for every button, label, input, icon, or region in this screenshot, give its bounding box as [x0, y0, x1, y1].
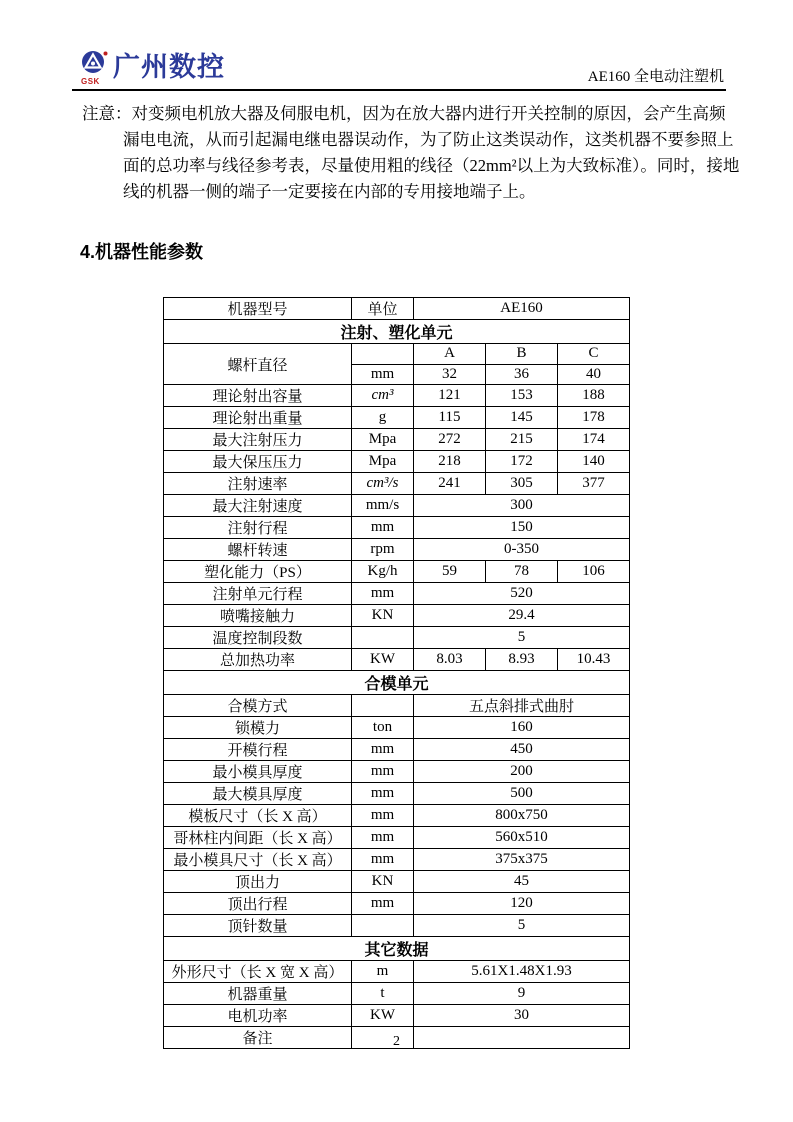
param-label-cell: 备注 — [164, 1027, 352, 1049]
value-cell: 78 — [486, 561, 558, 583]
unit-cell — [352, 695, 414, 717]
unit-cell: t — [352, 983, 414, 1005]
table-row — [164, 473, 630, 495]
value-cell: 800x750 — [414, 805, 630, 827]
table-row — [164, 915, 630, 937]
table-row — [164, 983, 630, 1005]
param-label-cell: 总加热功率 — [164, 649, 352, 671]
value-cell: AE160 — [414, 298, 630, 320]
unit-cell: KN — [352, 605, 414, 627]
table-row — [164, 539, 630, 561]
param-label-cell: 螺杆转速 — [164, 539, 352, 561]
gsk-logo-icon — [80, 48, 110, 86]
unit-cell: mm — [352, 739, 414, 761]
notice-line: 线的机器一侧的端子一定要接在内部的专用接地端子上。 — [123, 182, 536, 201]
value-cell: 5 — [414, 627, 630, 649]
table-row — [164, 344, 630, 365]
param-label-cell: 塑化能力（PS） — [164, 561, 352, 583]
param-label-cell: 合模方式 — [164, 695, 352, 717]
value-cell: 375x375 — [414, 849, 630, 871]
value-cell: 9 — [414, 983, 630, 1005]
page-number: 2 — [393, 1034, 400, 1049]
table-row — [164, 761, 630, 783]
table-row — [164, 783, 630, 805]
value-cell: 32 — [414, 364, 486, 385]
param-label-cell: 注射单元行程 — [164, 583, 352, 605]
value-cell: 200 — [414, 761, 630, 783]
value-cell: 160 — [414, 717, 630, 739]
table-row — [164, 717, 630, 739]
value-cell: 241 — [414, 473, 486, 495]
unit-cell: Kg/h — [352, 561, 414, 583]
value-cell: 36 — [486, 364, 558, 385]
table-row — [164, 407, 630, 429]
unit-cell: mm — [352, 761, 414, 783]
param-label-cell: 机器重量 — [164, 983, 352, 1005]
value-cell: 121 — [414, 385, 486, 407]
value-cell: 59 — [414, 561, 486, 583]
unit-cell: m — [352, 961, 414, 983]
value-cell: 5.61X1.48X1.93 — [414, 961, 630, 983]
unit-cell: cm³ — [352, 385, 414, 407]
value-cell: 115 — [414, 407, 486, 429]
value-cell: 5 — [414, 915, 630, 937]
table-row — [164, 605, 630, 627]
value-cell: 29.4 — [414, 605, 630, 627]
section-title: 4.机器性能参数 — [80, 242, 204, 262]
value-cell: 500 — [414, 783, 630, 805]
table-row — [164, 671, 630, 695]
unit-cell: mm — [352, 805, 414, 827]
gsk-logo-sub-text: GSK — [81, 77, 100, 86]
param-label-cell: 最大保压压力 — [164, 451, 352, 473]
value-cell: 305 — [486, 473, 558, 495]
value-cell: 106 — [558, 561, 630, 583]
value-cell: 145 — [486, 407, 558, 429]
param-label-cell: 理论射出重量 — [164, 407, 352, 429]
unit-cell — [352, 915, 414, 937]
value-cell: 45 — [414, 871, 630, 893]
value-cell: 450 — [414, 739, 630, 761]
table-row — [164, 298, 630, 320]
value-cell: 140 — [558, 451, 630, 473]
section-header-cell: 合模单元 — [164, 671, 630, 695]
value-cell: 153 — [486, 385, 558, 407]
param-label-cell: 外形尺寸（长 X 宽 X 高） — [164, 961, 352, 983]
value-cell: 五点斜排式曲肘 — [414, 695, 630, 717]
column-header-cell: C — [558, 344, 630, 365]
unit-cell: cm³/s — [352, 473, 414, 495]
value-cell: 172 — [486, 451, 558, 473]
value-cell: 188 — [558, 385, 630, 407]
value-cell: 218 — [414, 451, 486, 473]
table-row — [164, 893, 630, 915]
param-label-cell: 螺杆直径 — [164, 344, 352, 385]
unit-cell: mm — [352, 893, 414, 915]
param-label-cell: 模板尺寸（长 X 高） — [164, 805, 352, 827]
param-label-cell: 喷嘴接触力 — [164, 605, 352, 627]
unit-cell: KW — [352, 649, 414, 671]
unit-cell — [352, 344, 414, 365]
value-cell: 520 — [414, 583, 630, 605]
param-label-cell: 最大模具厚度 — [164, 783, 352, 805]
notice-text: 对变频电机放大器及伺服电机，因为在放大器内进行开关控制的原因，会产生高频 — [131, 104, 726, 123]
value-cell: 40 — [558, 364, 630, 385]
unit-cell: g — [352, 407, 414, 429]
param-label-cell: 顶出行程 — [164, 893, 352, 915]
table-row — [164, 495, 630, 517]
value-cell: 8.03 — [414, 649, 486, 671]
value-cell: 30 — [414, 1005, 630, 1027]
unit-cell: mm — [352, 783, 414, 805]
unit-cell: mm — [352, 364, 414, 385]
param-label-cell: 哥林柱内间距（长 X 高） — [164, 827, 352, 849]
unit-cell: rpm — [352, 539, 414, 561]
unit-cell: mm — [352, 583, 414, 605]
param-label-cell: 注射速率 — [164, 473, 352, 495]
unit-cell: mm — [352, 517, 414, 539]
value-cell: 272 — [414, 429, 486, 451]
table-row — [164, 649, 630, 671]
unit-cell: KN — [352, 871, 414, 893]
unit-cell: mm/s — [352, 495, 414, 517]
table-row — [164, 827, 630, 849]
value-cell: 178 — [558, 407, 630, 429]
value-cell: 174 — [558, 429, 630, 451]
table-row — [164, 451, 630, 473]
unit-cell: Mpa — [352, 451, 414, 473]
column-header-cell: A — [414, 344, 486, 365]
document-title: AE160 全电动注塑机 — [587, 69, 724, 85]
notice-line — [82, 101, 730, 127]
spec-table — [163, 297, 630, 1049]
param-label-cell: 温度控制段数 — [164, 627, 352, 649]
param-label-cell: 最大注射压力 — [164, 429, 352, 451]
table-row — [164, 429, 630, 451]
param-label-cell: 顶出力 — [164, 871, 352, 893]
table-row — [164, 849, 630, 871]
param-label-cell: 注射行程 — [164, 517, 352, 539]
page-header — [72, 44, 726, 91]
table-row — [164, 561, 630, 583]
spec-table-body — [164, 298, 630, 1049]
value-cell: 377 — [558, 473, 630, 495]
unit-cell: ton — [352, 717, 414, 739]
param-label-cell: 最小模具厚度 — [164, 761, 352, 783]
column-header-cell: B — [486, 344, 558, 365]
value-cell: 150 — [414, 517, 630, 539]
unit-cell: mm — [352, 849, 414, 871]
table-row — [164, 1005, 630, 1027]
param-label-cell: 顶针数量 — [164, 915, 352, 937]
unit-cell: mm — [352, 827, 414, 849]
table-row — [164, 871, 630, 893]
table-row — [164, 961, 630, 983]
gsk-logo-text: 广州数控 — [113, 52, 225, 82]
gsk-logo — [80, 48, 225, 86]
table-row — [164, 739, 630, 761]
param-label-cell: 电机功率 — [164, 1005, 352, 1027]
section-header-cell: 注射、塑化单元 — [164, 320, 630, 344]
notice-line: 面的总功率与线径参考表，尽量使用粗的线径（22mm²以上为大致标准）。同时，接地 — [123, 156, 740, 175]
table-row — [164, 805, 630, 827]
param-label-cell: 最小模具尺寸（长 X 高） — [164, 849, 352, 871]
unit-cell: KW — [352, 1005, 414, 1027]
value-cell: 120 — [414, 893, 630, 915]
table-row — [164, 320, 630, 344]
unit-cell: 单位 — [352, 298, 414, 320]
table-row — [164, 517, 630, 539]
value-cell: 300 — [414, 495, 630, 517]
notice-paragraph — [82, 101, 740, 205]
value-cell: 10.43 — [558, 649, 630, 671]
param-label-cell: 最大注射速度 — [164, 495, 352, 517]
value-cell: 215 — [486, 429, 558, 451]
notice-label: 注意： — [82, 104, 132, 123]
table-row — [164, 583, 630, 605]
notice-line: 漏电电流，从而引起漏电继电器误动作，为了防止这类误动作，这类机器不要参照上 — [123, 130, 734, 149]
value-cell: 0-350 — [414, 539, 630, 561]
param-label-cell: 锁模力 — [164, 717, 352, 739]
unit-cell: Mpa — [352, 429, 414, 451]
table-row — [164, 627, 630, 649]
param-label-cell: 机器型号 — [164, 298, 352, 320]
table-row — [164, 385, 630, 407]
param-label-cell: 开模行程 — [164, 739, 352, 761]
table-row — [164, 937, 630, 961]
unit-cell — [352, 627, 414, 649]
section-header-cell: 其它数据 — [164, 937, 630, 961]
value-cell: 8.93 — [486, 649, 558, 671]
param-label-cell: 理论射出容量 — [164, 385, 352, 407]
value-cell: 560x510 — [414, 827, 630, 849]
table-row — [164, 695, 630, 717]
